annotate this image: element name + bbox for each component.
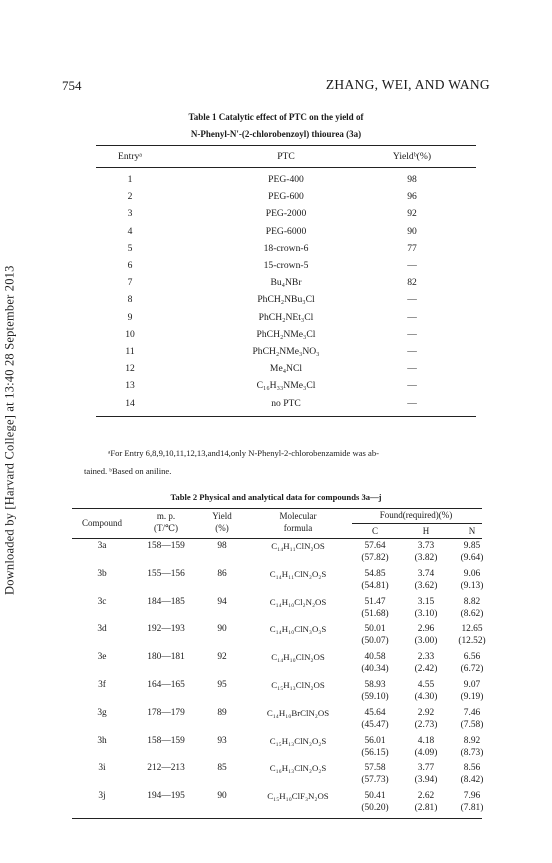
table2-cell-yield: 93 (217, 735, 227, 746)
table2-header-found: Found(required)(%) (379, 510, 453, 520)
table2-row (72, 789, 482, 817)
table1-cell-entry: 2 (127, 191, 133, 203)
table1-cell-ptc: C₁₆H₃₃NMe₃Cl (256, 380, 316, 392)
table1-row (96, 291, 476, 308)
table2-cell-mp: 194—195 (147, 791, 185, 802)
table2-cell-mp: 212—213 (147, 763, 185, 774)
table2-cell-h-found: 3.73 (417, 541, 435, 551)
table1-row (96, 343, 476, 360)
table2-cell-yield: 85 (217, 763, 227, 774)
table2-cell-c-found: 56.01 (364, 735, 386, 746)
table2-cell-n-required: (9.64) (460, 553, 484, 563)
table2-cell-n-required: (7.81) (460, 803, 484, 814)
table2-cell-c-required: (57.82) (361, 553, 389, 563)
table2-header-mp-1: m. p. (156, 511, 176, 521)
table1-cell-yield: 90 (407, 225, 417, 237)
table2-cell-h-required: (3.94) (414, 775, 438, 786)
table2-cell-n-found: 8.92 (463, 735, 481, 746)
table1-cell-yield: — (407, 260, 417, 271)
table2-header-c: C (371, 526, 378, 536)
table2-cell-c-found: 58.93 (364, 680, 386, 690)
table2-cell-h-required: (2.42) (414, 664, 438, 675)
table2-header-formula-2: formula (283, 523, 313, 533)
table1-footnote-line2: tained. ᵇBased on aniline. (84, 466, 172, 476)
table2-cell-h-found: 2.62 (417, 791, 435, 802)
table1-header-rule (96, 167, 476, 168)
table2-row (72, 706, 482, 734)
table2-cell-mp: 180—181 (147, 652, 185, 663)
table1-cell-ptc: Bu₄NBr (270, 277, 302, 289)
table2-cell-c-found: 50.41 (364, 791, 386, 802)
table2-cell-n-required: (6.72) (460, 664, 484, 675)
table2-cell-c-found: 45.64 (364, 707, 386, 718)
table2-cell-c-required: (56.15) (361, 747, 389, 758)
table1-footnote-line1: ᵃFor Entry 6,8,9,10,11,12,13,and14,only N-Phenyl-2-chlorobenzamide was ab- (108, 448, 380, 458)
table2-caption: Table 2 Physical and analytical data for compounds 3a—j (170, 492, 382, 502)
table2-cell-h-found: 4.55 (417, 680, 435, 690)
table2-cell-c-required: (45.47) (361, 719, 389, 730)
table1-cell-entry: 11 (125, 346, 135, 357)
table1-caption-line1: Table 1 Catalytic effect of PTC on the yield of (188, 112, 364, 122)
table2-cell-c-required: (51.68) (361, 608, 389, 619)
table2-cell-compound: 3h (97, 735, 107, 746)
table2-cell-n-found: 8.56 (463, 763, 481, 774)
table1-header-ptc: PTC (277, 151, 295, 162)
table1-row (96, 240, 476, 257)
table2-cell-mp: 158—159 (147, 735, 185, 746)
table2-cell-mp: 178—179 (147, 707, 185, 718)
table2-cell-h-found: 3.77 (417, 763, 435, 774)
table2-cell-h-found: 2.92 (417, 707, 435, 718)
table2-header-n: N (468, 526, 476, 536)
table2-cell-yield: 94 (217, 596, 227, 607)
table1-cell-ptc: PEG-600 (268, 191, 304, 203)
table2-cell-h-required: (2.73) (414, 719, 438, 730)
table2-cell-n-required: (9.13) (460, 580, 484, 591)
table1-cell-entry: 14 (125, 397, 135, 409)
table2-cell-yield: 95 (217, 680, 227, 690)
table2-cell-n-required: (8.73) (460, 747, 484, 758)
table2-cell-c-required: (57.73) (361, 775, 389, 786)
table2-cell-c-found: 57.58 (364, 763, 386, 774)
table2-cell-yield: 90 (217, 791, 227, 802)
table2-row (72, 622, 486, 650)
table2-cell-c-required: (59.10) (361, 692, 389, 702)
table2-cell-compound: 3i (98, 763, 106, 774)
table2-header-h: H (422, 526, 430, 536)
table2-cell-formula: C₁₆H₁₃ClN₂O₂S (269, 763, 327, 774)
table2-cell-h-found: 3.15 (417, 596, 435, 607)
table2-cell-formula: C₁₄H₁₀ClN₂OS (271, 652, 325, 663)
table2-cell-n-required: (8.62) (460, 608, 484, 619)
table2-row (72, 650, 482, 678)
table2-cell-compound: 3e (97, 652, 107, 663)
table1-cell-ptc: 15-crown-5 (263, 260, 309, 271)
table1-row (96, 395, 476, 412)
table1-cell-entry: 10 (125, 328, 135, 340)
table2-cell-n-found: 8.82 (463, 596, 481, 607)
table2-row (72, 678, 482, 706)
table2-cell-h-required: (3.62) (414, 580, 438, 591)
table2-cell-n-found: 7.96 (463, 791, 481, 802)
table2-cell-c-found: 51.47 (364, 596, 386, 607)
table2-cell-yield: 98 (217, 541, 227, 551)
table2-cell-c-required: (50.20) (361, 803, 389, 814)
table2-cell-c-found: 50.01 (364, 624, 386, 635)
table2-cell-h-required: (3.82) (414, 553, 438, 563)
table2-cell-c-found: 40.58 (364, 652, 386, 663)
table1-cell-yield: — (407, 380, 417, 392)
table2-cell-h-found: 4.18 (417, 735, 435, 746)
table2-cell-compound: 3c (97, 596, 107, 607)
table2-cell-h-required: (4.09) (414, 747, 438, 758)
table1-header-yield: Yieldᵇ(%) (392, 151, 432, 162)
table2-cell-formula: C₁₅H₁₃ClN₂OS (271, 680, 325, 690)
table2-cell-compound: 3f (98, 680, 106, 690)
table2-cell-compound: 3a (97, 541, 107, 551)
table2-cell-h-required: (4.30) (414, 692, 438, 702)
table1-cell-yield: 82 (407, 277, 417, 289)
table1-cell-ptc: no PTC (271, 397, 301, 409)
table2-cell-mp: 155—156 (147, 568, 185, 579)
table2-cell-h-required: (3.00) (414, 636, 438, 647)
table1-cell-entry: 5 (127, 242, 133, 254)
table2-cell-h-found: 2.33 (417, 652, 435, 663)
table2-cell-n-required: (8.42) (460, 775, 484, 786)
table1-row (96, 205, 476, 222)
download-watermark: Downloaded by [Harvard College] at 13:40 28 September 2013 (2, 265, 17, 595)
table2-cell-mp: 164—165 (147, 680, 185, 690)
table2-cell-yield: 86 (217, 568, 227, 579)
table1-cell-yield: 92 (407, 208, 417, 220)
table1-cell-yield: — (407, 397, 417, 409)
table1-cell-ptc: Me₄NCl (269, 363, 303, 375)
table2-cell-h-found: 3.74 (417, 568, 435, 579)
table2-cell-yield: 89 (217, 707, 227, 718)
table1-cell-yield: 77 (407, 242, 417, 254)
table1-row (96, 223, 476, 240)
table2-header-yield-1: Yield (212, 511, 232, 521)
table1-row (96, 188, 476, 205)
table1-row (96, 257, 476, 274)
table1-cell-ptc: PhCH₂NMe₃Cl (256, 328, 316, 340)
table2-cell-n-found: 9.07 (463, 680, 481, 690)
table2-cell-c-required: (40.34) (361, 664, 389, 675)
table2-row (72, 761, 482, 789)
table2-cell-n-found: 12.65 (461, 624, 483, 635)
table2-cell-mp: 158—159 (147, 541, 185, 551)
table2-cell-yield: 90 (217, 624, 227, 635)
table2-cell-compound: 3g (97, 707, 107, 718)
table2-cell-c-required: (50.07) (361, 636, 389, 647)
table2-cell-formula: C₁₄H₁₀ClN₃O₃S (269, 624, 327, 635)
table2-row (72, 539, 482, 567)
table2-cell-formula: C₁₄H₁₁ClN₂O₂S (269, 568, 327, 579)
table2-cell-mp: 192—193 (147, 624, 185, 635)
table2-cell-formula: C₁₄H₁₀BrClN₂OS (266, 707, 330, 718)
table1-cell-yield: — (407, 346, 417, 357)
table1-cell-entry: 13 (125, 380, 135, 392)
table2-cell-h-required: (2.81) (414, 803, 438, 814)
table1-cell-entry: 1 (127, 174, 133, 185)
table2-cell-n-found: 9.06 (463, 568, 481, 579)
table2-row (72, 567, 482, 595)
table1-bottom-rule (96, 416, 476, 417)
page-number: 754 (62, 78, 82, 93)
table1-cell-yield: 96 (407, 191, 417, 203)
table2-cell-h-required: (3.10) (414, 608, 438, 619)
table1-cell-yield: — (407, 294, 417, 306)
table1-cell-entry: 9 (127, 311, 133, 323)
table1-top-rule (96, 145, 476, 146)
table2-cell-n-required: (7.58) (460, 719, 484, 730)
table1-cell-ptc: PhCH₂NMe₃NO₃ (252, 346, 320, 357)
table1-cell-ptc: PhCH₂NBu₃Cl (257, 294, 315, 306)
table2-bottom-rule (72, 818, 482, 819)
table1-cell-entry: 3 (127, 208, 133, 220)
table2-found-rule (352, 523, 482, 524)
table2-row (72, 734, 482, 762)
table1-cell-ptc: PEG-2000 (265, 208, 307, 220)
table1-cell-ptc: PEG-400 (268, 174, 304, 185)
table1-row (96, 360, 476, 377)
table1-cell-yield: — (407, 311, 417, 323)
table1-row (96, 274, 476, 291)
table2-cell-compound: 3d (97, 624, 107, 635)
table2-cell-c-found: 54.85 (364, 568, 386, 579)
table2-header-formula-1: Molecular (279, 511, 317, 521)
table2-cell-formula: C₁₅H₁₀ClF₃N₂OS (267, 791, 329, 802)
table2-cell-n-found: 9.85 (463, 541, 481, 551)
table1-header-entry: Entryᵃ (118, 151, 142, 162)
running-head-authors: ZHANG, WEI, AND WANG (325, 77, 490, 92)
table2-header-compound: Compound (81, 518, 122, 528)
table2-cell-compound: 3j (98, 791, 106, 802)
table1-cell-yield: — (407, 363, 417, 375)
table2-cell-formula: C₁₄H₁₁ClN₂OS (271, 541, 325, 551)
table1-caption-line2: N-Phenyl-N'-(2-chlorobenzoyl) thiourea (3a) (190, 129, 362, 139)
table2-cell-c-required: (54.81) (361, 580, 389, 591)
table1-cell-ptc: PEG-6000 (265, 225, 307, 237)
table1-cell-yield: — (407, 328, 417, 340)
table2-header-mp-2: (T/℃) (153, 523, 179, 533)
table2-row (72, 595, 482, 623)
table2-cell-n-found: 6.56 (463, 652, 481, 663)
table1-cell-entry: 12 (125, 363, 135, 375)
table1-cell-ptc: PhCH₂NEt₃Cl (258, 311, 314, 323)
table2-cell-n-required: (9.19) (460, 692, 484, 702)
table2-cell-formula: C₁₅H₁₃ClN₂O₂S (269, 735, 327, 746)
table2-cell-yield: 92 (217, 652, 227, 663)
table1-row (96, 171, 476, 188)
table2-cell-c-found: 57.64 (364, 541, 386, 551)
table1-cell-ptc: 18-crown-6 (263, 242, 309, 254)
table1-row (96, 309, 476, 326)
table1-row (96, 377, 476, 394)
table1-cell-entry: 6 (127, 260, 133, 271)
table1-cell-entry: 7 (127, 277, 133, 289)
table2-cell-formula: C₁₄H₁₀Cl₂N₂OS (269, 596, 327, 607)
table2-cell-mp: 184—185 (147, 596, 185, 607)
table2-top-rule (72, 508, 482, 509)
table2-cell-h-found: 2.96 (417, 624, 435, 635)
table1-header-row (96, 148, 476, 165)
table1-cell-entry: 8 (127, 294, 133, 306)
table2-cell-n-required: (12.52) (458, 636, 486, 647)
table2-cell-compound: 3b (97, 568, 107, 579)
table1-row (96, 326, 476, 343)
table2-cell-n-found: 7.46 (463, 707, 481, 718)
table1-cell-entry: 4 (127, 225, 133, 237)
table2-header-yield-2: (%) (215, 523, 229, 533)
table1-cell-yield: 98 (407, 174, 417, 185)
